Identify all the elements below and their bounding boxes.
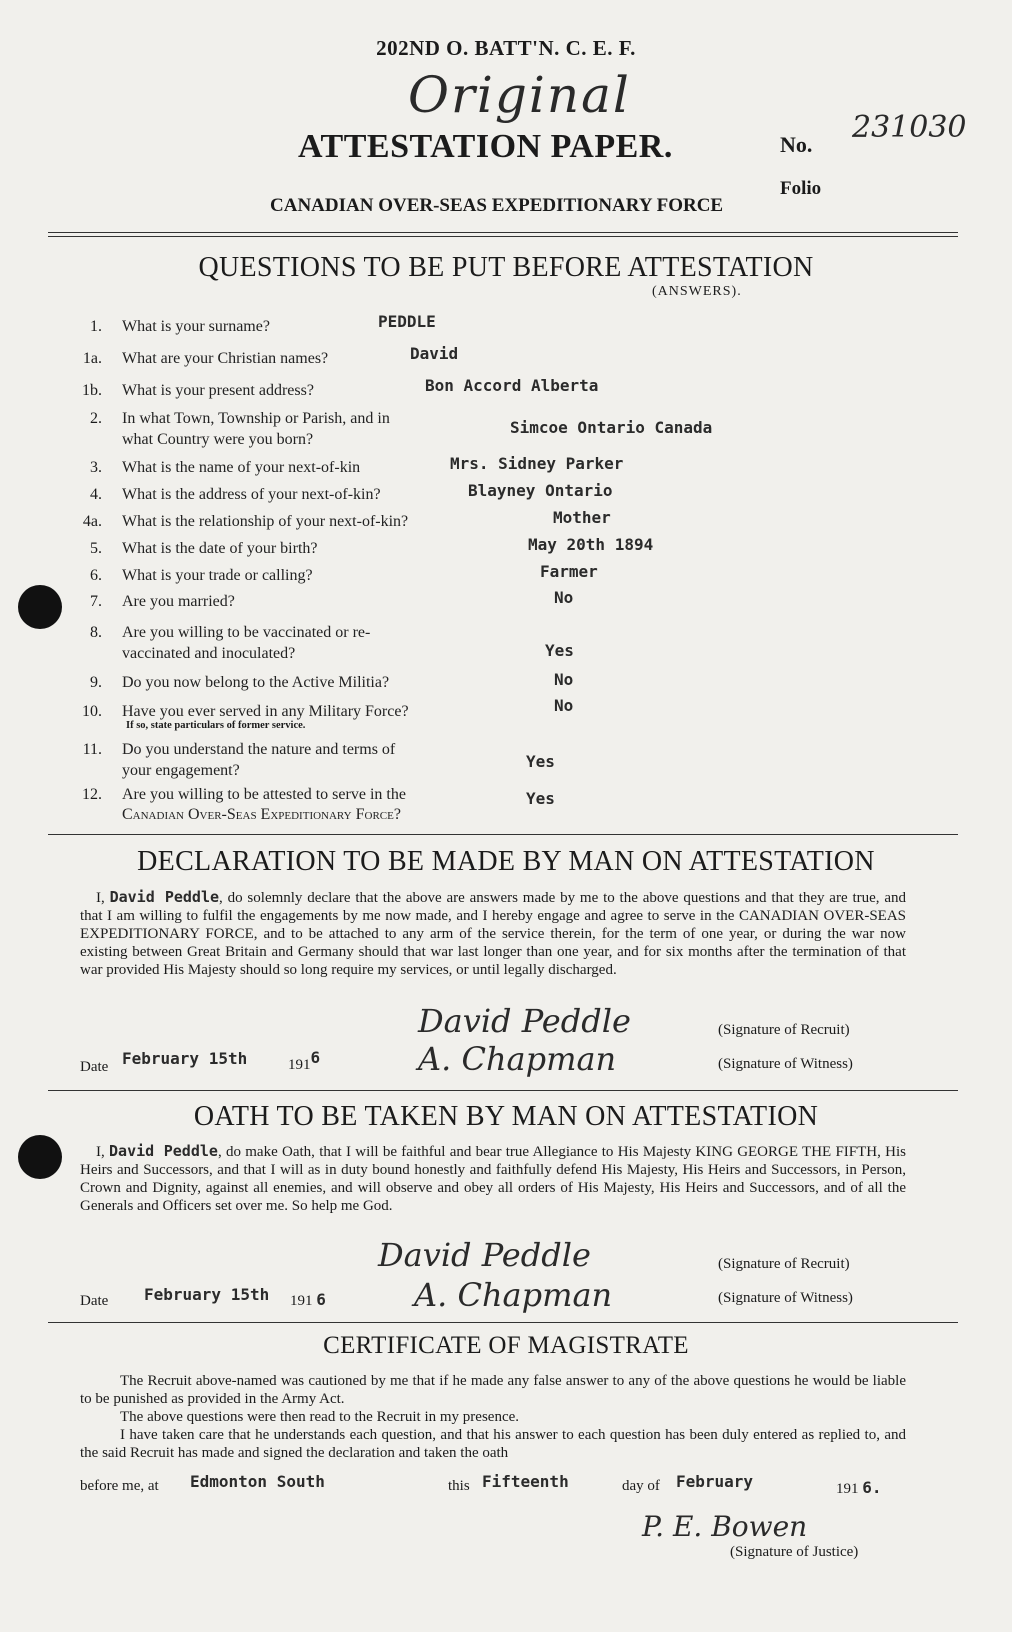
declarant-name: David Peddle bbox=[109, 888, 220, 906]
answer-trade: Farmer bbox=[540, 562, 598, 581]
year-prefix: 191 6 bbox=[290, 1290, 326, 1309]
answer-willing-to-serve: Yes bbox=[526, 789, 555, 808]
declaration-date: February 15th bbox=[122, 1049, 248, 1068]
answer-christian-names: David bbox=[410, 344, 459, 363]
question-number: 10. bbox=[82, 703, 102, 720]
question-text: What is the address of your next-of-kin? bbox=[122, 486, 381, 503]
declaration-text: I, David Peddle, do solemnly declare that the above are answers made by me to the above questions and that they are true, and that I am willing to fulfil the engagements by me now made, and I hereby engage and agree to serve in the CANADIAN OVER-SEAS EXPEDITIONARY FORCE, and to be attached to any arm of the service therein, for the term of one year, or during the war now existing between Great Britain and Germany should that war last longer than one year, and for six months after the termination of that war provided His Majesty should so long require my services, or until legally discharged. bbox=[80, 888, 906, 978]
question-text: Do you now belong to the Active Militia? bbox=[122, 674, 390, 691]
question-number: 8. bbox=[90, 624, 102, 641]
recruit-signature-label: (Signature of Recruit) bbox=[718, 1256, 850, 1272]
question-number: 4. bbox=[90, 486, 102, 503]
divider bbox=[48, 834, 958, 835]
question-text: What are your Christian names? bbox=[122, 350, 329, 367]
question-text: In what Town, Township or Parish, and in bbox=[122, 410, 390, 427]
recruit-signature-label: (Signature of Recruit) bbox=[718, 1022, 850, 1038]
year-prefix: 191 6. bbox=[836, 1478, 882, 1497]
divider bbox=[48, 1322, 958, 1323]
question-text: What is the date of your birth? bbox=[122, 540, 318, 557]
questions-heading: QUESTIONS TO BE PUT BEFORE ATTESTATION bbox=[198, 252, 814, 283]
answer-next-of-kin-relationship: Mother bbox=[553, 508, 611, 527]
answer-active-militia: No bbox=[554, 670, 574, 689]
certificate-para-2: The above questions were then read to the Recruit in my presence. bbox=[120, 1409, 520, 1425]
question-number: 4a. bbox=[82, 513, 102, 530]
number-label: No. bbox=[780, 132, 813, 157]
date-label: Date bbox=[80, 1059, 109, 1075]
question-text: Are you willing to be vaccinated or re- bbox=[122, 624, 371, 641]
question-text: Are you married? bbox=[122, 593, 235, 610]
answer-understand-engagement: Yes bbox=[526, 752, 555, 771]
answer-present-address: Bon Accord Alberta bbox=[425, 376, 599, 395]
witness-signature: A. Chapman bbox=[418, 1040, 617, 1078]
answer-vaccinated: Yes bbox=[545, 641, 574, 660]
divider bbox=[48, 1090, 958, 1091]
answer-next-of-kin-name: Mrs. Sidney Parker bbox=[450, 454, 624, 473]
day-of-label: day of bbox=[622, 1478, 660, 1494]
recruit-signature: David Peddle bbox=[378, 1236, 591, 1274]
question-number: 2. bbox=[90, 410, 102, 427]
question-number: 5. bbox=[90, 540, 102, 557]
punch-hole bbox=[18, 1135, 62, 1179]
divider bbox=[48, 236, 958, 237]
question-text: What is the relationship of your next-of-kin? bbox=[122, 513, 409, 530]
handwritten-original-note: Original bbox=[408, 66, 631, 124]
battalion-heading: 202ND O. BATT'N. C. E. F. bbox=[376, 36, 636, 60]
question-text: Do you understand the nature and terms of bbox=[122, 741, 396, 758]
question-text: What is your present address? bbox=[122, 382, 314, 399]
recruit-signature: David Peddle bbox=[418, 1002, 631, 1040]
question-number: 3. bbox=[90, 459, 102, 476]
oath-text: I, David Peddle, do make Oath, that I will be faithful and bear true Allegiance to His Majesty KING GEORGE THE FIFTH, His Heirs and Successors, and that I will as in duty bound honestly and faithfully defend His Majesty, His Heirs and Successors, in Person, Crown and Dignity, against all enemies, and will observe and obey all orders of His Majesty, His Heirs and Successors, and of all the Generals and Officers set over me. So help me God. bbox=[80, 1142, 907, 1214]
question-number: 9. bbox=[90, 674, 102, 691]
answer-military-force: No bbox=[554, 696, 574, 715]
witness-signature-label: (Signature of Witness) bbox=[718, 1056, 853, 1072]
answer-married: No bbox=[554, 588, 574, 607]
folio-label: Folio bbox=[780, 178, 822, 199]
attestation-day: Fifteenth bbox=[482, 1472, 569, 1491]
justice-signature: P. E. Bowen bbox=[642, 1510, 808, 1543]
regimental-number: 231030 bbox=[852, 110, 967, 145]
question-number: 7. bbox=[90, 593, 102, 610]
year-prefix: 1916 bbox=[288, 1048, 321, 1073]
question-number: 11. bbox=[82, 741, 102, 758]
certificate-para-1: The Recruit above-named was cautioned by me that if he made any false answer to any of the above questions he would be liable to be punished as provided in the Army Act. bbox=[80, 1373, 906, 1407]
question-text: what Country were you born? bbox=[122, 431, 314, 448]
document-title: ATTESTATION PAPER. bbox=[298, 128, 673, 165]
date-label: Date bbox=[80, 1293, 109, 1309]
question-number: 1. bbox=[90, 318, 102, 335]
answers-label: (ANSWERS). bbox=[652, 284, 742, 299]
justice-signature-label: (Signature of Justice) bbox=[730, 1544, 859, 1560]
question-number: 1b. bbox=[82, 382, 102, 399]
question-number: 12. bbox=[82, 786, 102, 803]
oath-heading: OATH TO BE TAKEN BY MAN ON ATTESTATION bbox=[193, 1101, 819, 1132]
before-me-label: before me, at bbox=[80, 1478, 159, 1494]
question-note: If so, state particulars of former service. bbox=[126, 720, 306, 731]
punch-hole bbox=[18, 585, 62, 629]
question-text: Are you willing to be attested to serve in the bbox=[122, 786, 406, 803]
question-text: your engagement? bbox=[122, 762, 240, 779]
certificate-heading: CERTIFICATE OF MAGISTRATE bbox=[323, 1332, 689, 1359]
answer-surname: PEDDLE bbox=[378, 312, 436, 331]
answer-date-of-birth: May 20th 1894 bbox=[528, 535, 654, 554]
question-text: What is your surname? bbox=[122, 318, 270, 335]
declaration-heading: DECLARATION TO BE MADE BY MAN ON ATTESTATION bbox=[137, 846, 875, 877]
question-text: Have you ever served in any Military Force? bbox=[122, 703, 409, 720]
question-text: What is your trade or calling? bbox=[122, 567, 313, 584]
this-label: this bbox=[448, 1478, 470, 1494]
attestation-month: February bbox=[676, 1472, 754, 1491]
witness-signature: A. Chapman bbox=[414, 1276, 613, 1314]
divider bbox=[48, 232, 958, 233]
certificate-para-3: I have taken care that he understands each question, and that his answer to each question has been duly entered as replied to, and the said Recruit has made and signed the declaration and taken the oath bbox=[80, 1427, 906, 1461]
witness-signature-label: (Signature of Witness) bbox=[718, 1290, 853, 1306]
question-number: 6. bbox=[90, 567, 102, 584]
answer-next-of-kin-address: Blayney Ontario bbox=[468, 481, 613, 500]
question-text: vaccinated and inoculated? bbox=[122, 645, 296, 662]
force-subtitle: CANADIAN OVER-SEAS EXPEDITIONARY FORCE bbox=[270, 195, 724, 216]
attestation-place: Edmonton South bbox=[190, 1472, 325, 1491]
question-text: Canadian Over-Seas Expeditionary Force? bbox=[122, 806, 401, 823]
question-text: What is the name of your next-of-kin bbox=[122, 459, 361, 476]
oath-date: February 15th bbox=[144, 1285, 270, 1304]
question-number: 1a. bbox=[82, 350, 102, 367]
answer-birthplace: Simcoe Ontario Canada bbox=[510, 418, 713, 437]
oath-taker-name: David Peddle bbox=[109, 1142, 218, 1160]
